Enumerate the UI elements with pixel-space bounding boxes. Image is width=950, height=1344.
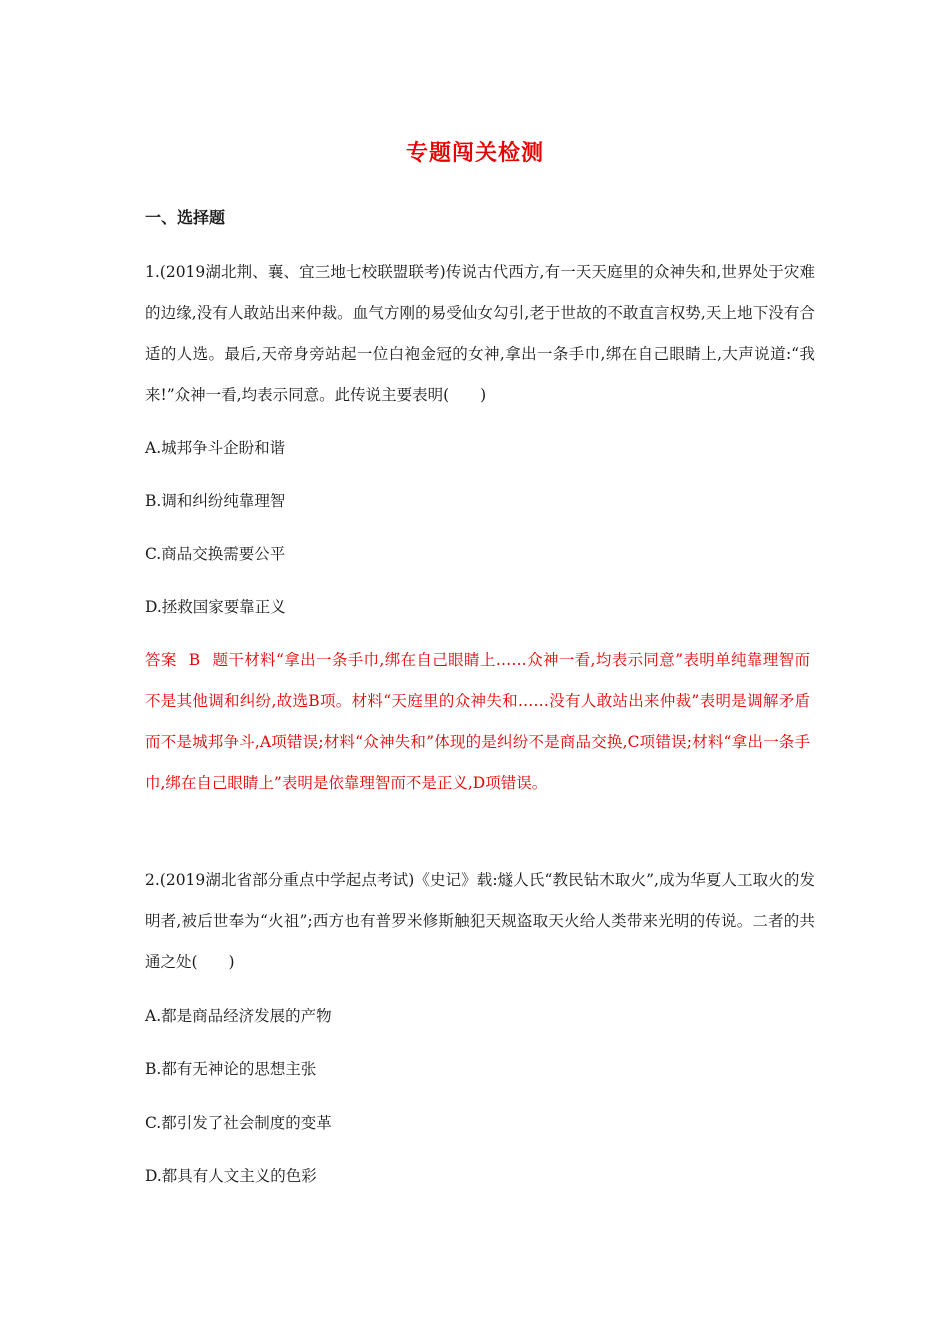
answer-explanation: 题干材料“拿出一条手巾,绑在自己眼睛上……众神一看,均表示同意”表明单纯靠理智而不是其他调和纠纷,故选B项。材料“天庭里的众神失和……没有人敢站出来仲裁”表明是调解矛盾而不是城邦争斗,A项错误;材料“众神失和”体现的是纠纷不是商品交换,C项错误;材料“拿出一条手巾,绑在自己眼睛上”表明是依靠理智而不是正义,D项错误。 [145, 651, 810, 792]
question-1-option-c: C.商品交换需要公平 [145, 545, 286, 563]
question-2-option-b: B.都有无神论的思想主张 [145, 1060, 317, 1078]
page-title: 专题闯关检测 [405, 141, 544, 166]
answer-choice: B [188, 651, 201, 669]
question-1-stem: 1.(2019湖北荆、襄、宜三地七校联盟联考)传说古代西方,有一天天庭里的众神失和,世界处于灾难的边缘,没有人敢站出来仲裁。血气方刚的易受仙女勾引,老于世故的不敢直言权势,天上地下没有合适的人选。最后,天帝身旁站起一位白袍金冠的女神,拿出一条手巾,绑在自己眼睛上,大声说道:“我来!”众神一看,均表示同意。此传说主要表明( ) [145, 263, 815, 404]
question-1-option-b: B.调和纠纷纯靠理智 [145, 492, 286, 510]
answer-label: 答案 [145, 651, 177, 669]
question-2-option-a: A.都是商品经济发展的产物 [145, 1007, 332, 1025]
question-1-option-d: D.拯救国家要靠正义 [145, 598, 286, 616]
section-heading: 一、选择题 [145, 208, 226, 227]
question-1-option-a: A.城邦争斗企盼和谐 [145, 439, 286, 457]
question-2-option-d: D.都具有人文主义的色彩 [145, 1167, 317, 1185]
question-2-stem: 2.(2019湖北省部分重点中学起点考试)《史记》载:燧人氏“教民钻木取火”,成为华夏人工取火的发明者,被后世奉为“火祖”;西方也有普罗米修斯触犯天规盗取天火给人类带来光明的传说。二者的共通之处( ) [145, 871, 815, 971]
question-1-answer [145, 640, 810, 804]
question-2-option-c: C.都引发了社会制度的变革 [145, 1114, 332, 1132]
